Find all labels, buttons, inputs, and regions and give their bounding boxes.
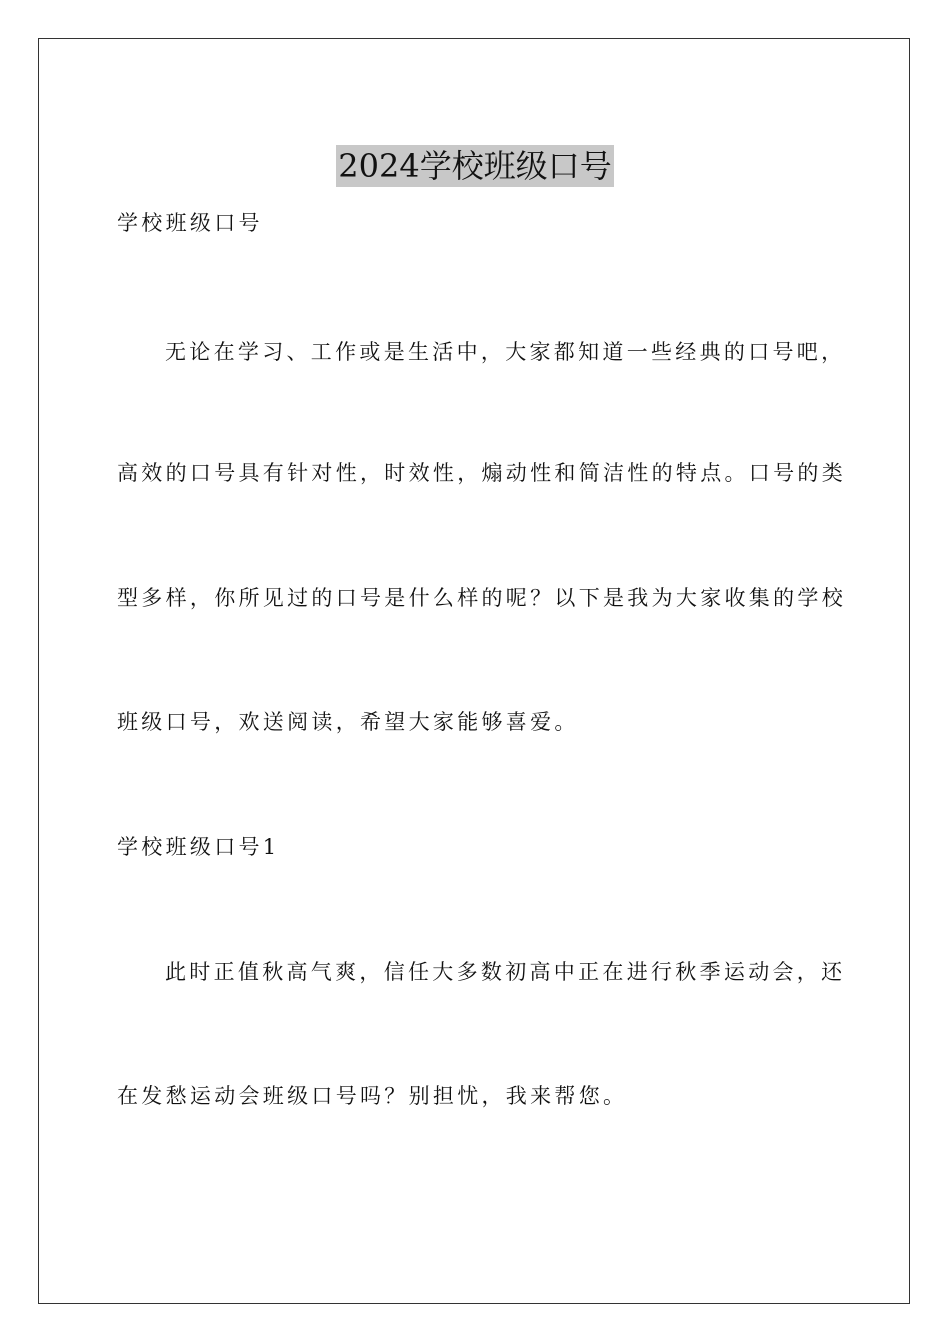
subtitle: 学校班级口号 [117, 211, 263, 235]
intro-line-4: 班级口号，欢送阅读，希望大家能够喜爱。 [117, 710, 579, 734]
section-heading: 学校班级口号1 [117, 835, 280, 859]
document-title: 2024学校班级口号 [338, 147, 612, 186]
intro-line-1: 无论在学习、工作或是生活中，大家都知道一些经典的口号吧， [165, 340, 846, 364]
intro-line-2: 高效的口号具有针对性，时效性，煽动性和简洁性的特点。口号的类 [117, 461, 846, 485]
intro-line-3: 型多样，你所见过的口号是什么样的呢？以下是我为大家收集的学校 [117, 586, 846, 610]
title-container [0, 124, 950, 209]
section-line-1: 此时正值秋高气爽，信任大多数初高中正在进行秋季运动会，还 [165, 960, 846, 984]
section-line-2: 在发愁运动会班级口号吗？别担忧，我来帮您。 [117, 1084, 628, 1108]
